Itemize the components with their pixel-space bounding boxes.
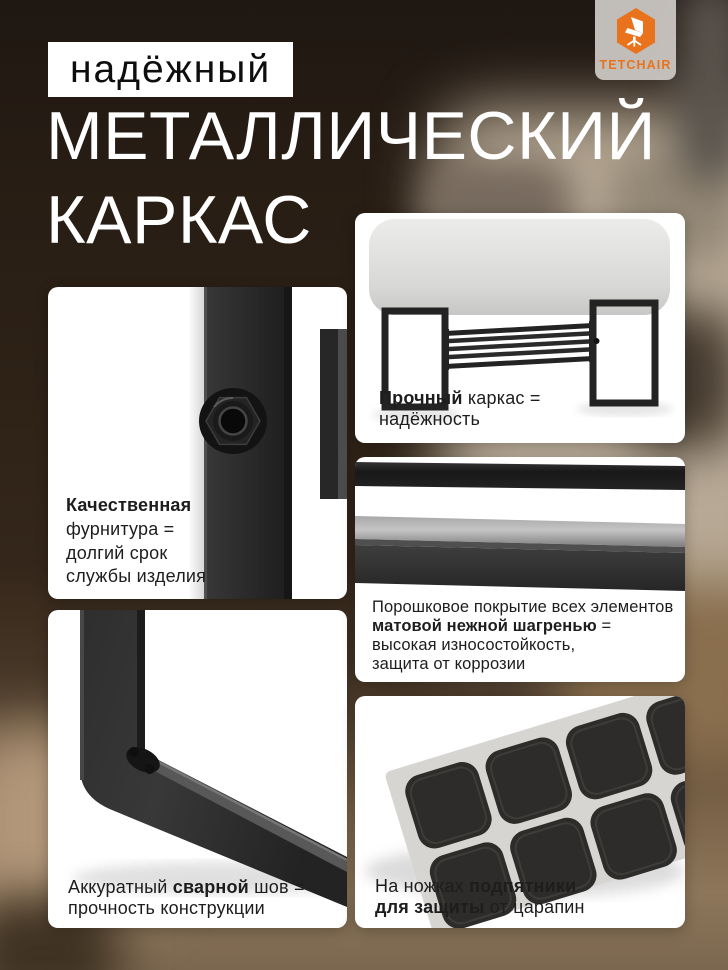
coating-caption-line: Порошковое покрытие всех элементов — [372, 597, 674, 616]
brand-plate — [595, 0, 676, 80]
hardware-caption-line: долгий срок — [66, 542, 168, 563]
bench-caption-bold: Прочный — [379, 387, 463, 408]
card-pads — [355, 696, 685, 928]
bench-caption — [379, 388, 541, 430]
weld-caption-line: прочность конструкции — [68, 898, 265, 919]
hardware-caption — [66, 494, 206, 589]
card-hardware — [48, 287, 347, 599]
reliability-badge: надёжный — [48, 42, 293, 97]
coating-caption-text: = — [596, 616, 612, 635]
pads-caption — [375, 876, 585, 919]
pads-caption-text: На ножках — [375, 875, 470, 896]
weld-caption-text: шов = — [248, 876, 305, 897]
background-wall-blur — [676, 0, 728, 185]
pads-caption-bold: для защиты — [375, 897, 485, 918]
hardware-caption-line: фурнитура = — [66, 518, 175, 539]
bench-caption-text: каркас = — [462, 387, 541, 408]
title-line-1: МЕТАЛЛИЧЕСКИЙ — [46, 98, 656, 174]
hexagon-chair-icon — [613, 7, 659, 55]
coating-caption — [372, 598, 673, 675]
weld-caption — [68, 877, 305, 920]
weld-caption-text: Аккуратный — [68, 876, 173, 897]
pads-caption-bold: подпятники — [469, 875, 577, 896]
coating-caption-bold: матовой нежной шагренью — [372, 616, 597, 635]
page-title — [46, 94, 656, 262]
weld-caption-bold: сварной — [172, 876, 249, 897]
title-line-2: КАРКАС — [46, 182, 312, 258]
bench-caption-line: надёжность — [379, 408, 481, 429]
coating-caption-line: высокая износостойкость, — [372, 635, 576, 654]
brand-name: TETCHAIR — [599, 58, 672, 72]
coating-caption-line: защита от коррозии — [372, 654, 526, 673]
pads-caption-text: от царапин — [484, 897, 585, 918]
hardware-caption-bold: Качественная — [66, 495, 192, 515]
hardware-caption-line: службы изделия — [66, 566, 207, 587]
card-weld — [48, 610, 347, 928]
card-coating — [355, 457, 685, 682]
